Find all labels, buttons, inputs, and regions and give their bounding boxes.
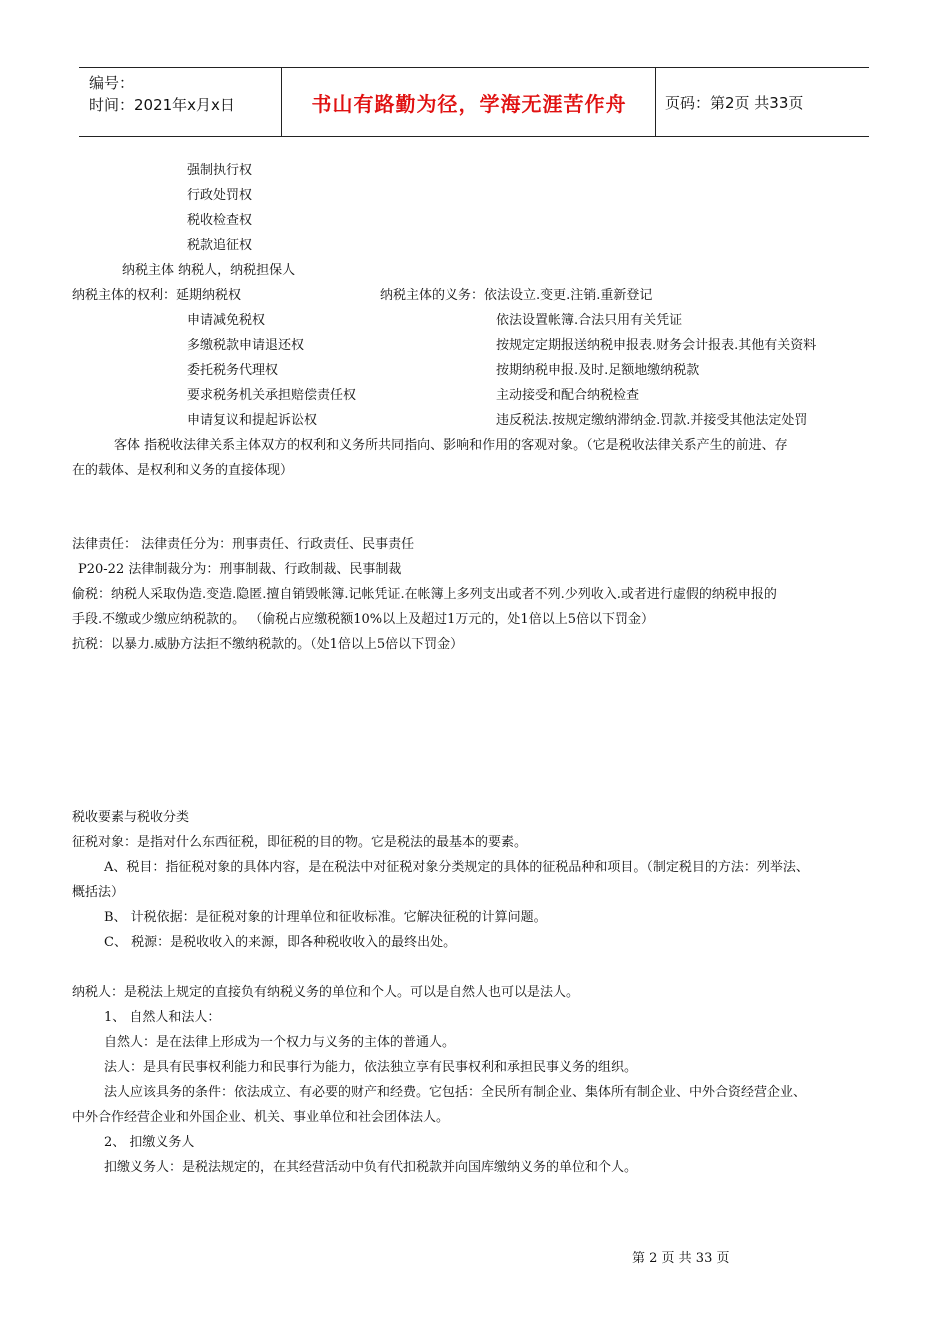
text-line: A、税目：指征税对象的具体内容，是在税法中对征税对象分类规定的具体的征税品种和项目。（制定税目的方法：列举法、 <box>104 860 809 875</box>
section-heading: 税收要素与税收分类 <box>72 810 190 825</box>
text-line: 税款追征权 <box>187 238 253 253</box>
text-line: 客体 指税收法律关系主体双方的权利和义务所共同指向、影响和作用的客观对象。（它是税收法律关系产生的前进、存 <box>114 438 788 453</box>
text-line: 纳税主体 纳税人，纳税担保人 <box>122 263 296 278</box>
header-divider <box>655 68 656 136</box>
text-line: 抗税：以暴力.威胁方法拒不缴纳税款的。（处1倍以上5倍以下罚金） <box>72 637 464 652</box>
text-line: 自然人：是在法律上形成为一个权力与义务的主体的普通人。 <box>104 1035 456 1050</box>
text-line: 税收检查权 <box>187 213 253 228</box>
text-line: 多缴税款申请退还权 <box>187 338 305 353</box>
text-line: 按规定定期报送纳税申报表.财务会计报表.其他有关资料 <box>496 338 817 353</box>
text-line: 法律责任： 法律责任分为：刑事责任、行政责任、民事责任 <box>72 537 415 552</box>
text-line: 要求税务机关承担赔偿责任权 <box>187 388 357 403</box>
text-line: 2、 扣缴义务人 <box>104 1135 195 1150</box>
text-line: 手段.不缴或少缴应纳税款的。 （偷税占应缴税额10%以上及超过1万元的，处1倍以上5倍以下罚金） <box>72 612 654 627</box>
time-label: 时间：2021年x月x日 <box>89 96 235 114</box>
number-label: 编号： <box>89 74 135 92</box>
page-header <box>79 67 869 137</box>
text-line: 纳税主体的权利：延期纳税权 <box>72 288 242 303</box>
text-line: 违反税法.按规定缴纳滞纳金.罚款.并接受其他法定处罚 <box>496 413 808 428</box>
text-line: 委托税务代理权 <box>187 363 279 378</box>
header-divider <box>281 68 282 136</box>
text-line: 强制执行权 <box>187 163 253 178</box>
text-line: 按期纳税申报.及时.足额地缴纳税款 <box>496 363 700 378</box>
header-page-label: 页码：第2页 共33页 <box>665 93 804 112</box>
text-line: 在的载体、是权利和义务的直接体现） <box>72 463 294 478</box>
text-line: 行政处罚权 <box>187 188 253 203</box>
text-line: 依法设置帐簿.合法只用有关凭证 <box>496 313 683 328</box>
text-line: 中外合作经营企业和外国企业、机关、事业单位和社会团体法人。 <box>72 1110 450 1125</box>
text-line: 扣缴义务人：是税法规定的，在其经营活动中负有代扣税款并向国库缴纳义务的单位和个人。 <box>104 1160 638 1175</box>
text-line: 征税对象：是指对什么东西征税，即征税的目的物。它是税法的最基本的要素。 <box>72 835 528 850</box>
text-line: 法人应该具务的条件：依法成立、有必要的财产和经费。它包括：全民所有制企业、集体所有制企业、中外合资经营企业、 <box>104 1085 807 1100</box>
text-line: 纳税人：是税法上规定的直接负有纳税义务的单位和个人。可以是自然人也可以是法人。 <box>72 985 580 1000</box>
text-line: 1、 自然人和法人： <box>104 1010 221 1025</box>
text-line: 法人：是具有民事权利能力和民事行为能力，依法独立享有民事权利和承担民事义务的组织。 <box>104 1060 638 1075</box>
header-info <box>89 72 235 116</box>
text-line: C、 税源：是税收收入的来源，即各种税收收入的最终出处。 <box>104 935 457 950</box>
text-line: 偷税：纳税人采取伪造.变造.隐匿.擅自销毁帐簿.记帐凭证.在帐簿上多列支出或者不列.少列收入.或者进行虚假的纳税申报的 <box>72 587 777 602</box>
text-line: B、 计税依据：是征税对象的计理单位和征收标准。它解决征税的计算问题。 <box>104 910 547 925</box>
text-line: 概括法） <box>72 885 125 900</box>
header-motto: 书山有路勤为径，学海无涯苦作舟 <box>311 91 627 116</box>
text-line: 纳税主体的义务：依法设立.变更.注销.重新登记 <box>380 288 653 303</box>
text-line: 申请复议和提起诉讼权 <box>187 413 318 428</box>
page-footer: 第 2 页 共 33 页 <box>632 1251 730 1266</box>
text-line: 主动接受和配合纳税检查 <box>496 388 640 403</box>
text-line: P20-22 法律制裁分为：刑事制裁、行政制裁、民事制裁 <box>78 562 402 577</box>
text-line: 申请减免税权 <box>187 313 266 328</box>
